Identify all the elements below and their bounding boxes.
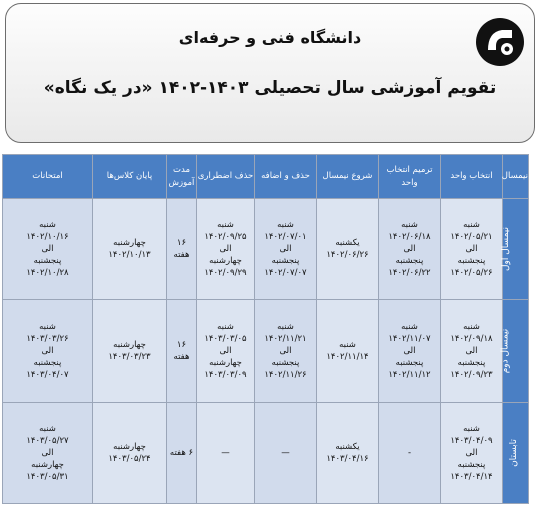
table-cell-adddrop <box>255 199 317 300</box>
cell-text: چهارشنبه <box>113 340 146 350</box>
cell-text: الی <box>279 244 292 254</box>
cell-text: چهارشنبه <box>209 256 242 266</box>
column-header: انتخاب واحد <box>441 155 503 199</box>
cell-text: الی <box>279 346 292 356</box>
cell-text: الی <box>403 244 416 254</box>
cell-text: - <box>407 448 412 458</box>
table-cell-adddrop <box>255 403 317 504</box>
cell-text: پنجشنبه <box>271 358 300 368</box>
table-cell-duration <box>167 300 197 403</box>
cell-text: پنجشنبه <box>395 256 424 266</box>
corner-header: نیمسال <box>503 155 529 199</box>
cell-text: الی <box>219 346 232 356</box>
cell-text: ۱۴۰۳/۰۵/۲۴ <box>108 454 151 464</box>
column-header: مدت آموزش <box>167 155 197 199</box>
cell-text: شنبه <box>463 322 480 332</box>
table-row <box>3 199 529 300</box>
cell-text: شنبه <box>39 220 56 230</box>
cell-text: ۱۴۰۳/۰۳/۲۳ <box>108 352 151 362</box>
table-cell-adddrop <box>255 300 317 403</box>
cell-text: چهارشنبه <box>113 442 146 452</box>
cell-text: الی <box>41 346 54 356</box>
semester-label: نیمسال اول <box>503 199 529 300</box>
cell-text: ۱۴۰۲/۱۱/۲۶ <box>264 370 307 380</box>
cell-text: ۱۴۰۲/۰۹/۲۹ <box>204 268 247 278</box>
cell-text: ۱۴۰۲/۰۷/۰۱ <box>264 232 307 242</box>
cell-text: ۱۴۰۲/۰۹/۲۵ <box>204 232 247 242</box>
table-cell-classes-end <box>93 199 167 300</box>
cell-text: هفته <box>173 250 190 260</box>
cell-text: — <box>221 448 230 458</box>
table-cell-classes-end <box>93 300 167 403</box>
cell-text: شنبه <box>401 220 418 230</box>
header-panel <box>5 3 535 143</box>
cell-text: ۱۴۰۲/۱۰/۱۳ <box>108 250 151 260</box>
cell-text: یکشنبه <box>335 238 360 248</box>
cell-text: ۱۴۰۳/۰۵/۲۷ <box>26 436 69 446</box>
university-name: دانشگاه فنی و حرفه‌ای <box>178 28 362 47</box>
table-cell-revise <box>379 403 441 504</box>
column-header: ترمیم انتخاب واحد <box>379 155 441 199</box>
cell-text: شنبه <box>463 220 480 230</box>
table-cell-classes-end <box>93 403 167 504</box>
cell-text: ۱۴۰۲/۱۱/۱۴ <box>326 352 369 362</box>
cell-text: الی <box>465 448 478 458</box>
table-cell-exams <box>3 300 93 403</box>
cell-text: شنبه <box>39 322 56 332</box>
cell-text: شنبه <box>277 220 294 230</box>
cell-text: چهارشنبه <box>209 358 242 368</box>
table-row <box>3 300 529 403</box>
column-header: حذف اضطراری <box>197 155 255 199</box>
cell-text: ۱۴۰۳/۰۴/۰۹ <box>450 436 493 446</box>
column-header: امتحانات <box>3 155 93 199</box>
cell-text: ۱۶ <box>176 238 187 248</box>
cell-text: الی <box>465 346 478 356</box>
academic-calendar-table <box>2 154 529 504</box>
cell-text: هفته <box>173 352 190 362</box>
cell-text: الی <box>219 244 232 254</box>
cell-text: شنبه <box>217 322 234 332</box>
cell-text: پنجشنبه <box>457 460 486 470</box>
table-cell-start <box>317 199 379 300</box>
cell-text: شنبه <box>217 220 234 230</box>
cell-text: چهارشنبه <box>31 460 64 470</box>
cell-text: شنبه <box>277 322 294 332</box>
cell-text: ۱۴۰۲/۱۱/۱۲ <box>388 370 431 380</box>
cell-text: ۱۴۰۳/۰۴/۱۴ <box>450 472 493 482</box>
cell-text: الی <box>465 244 478 254</box>
cell-text: پنجشنبه <box>33 256 62 266</box>
cell-text: ۱۴۰۳/۰۵/۳۱ <box>26 472 69 482</box>
cell-text: ۱۴۰۲/۰۶/۲۶ <box>326 250 369 260</box>
cell-text: ۱۴۰۳/۰۳/۲۶ <box>26 334 69 344</box>
table-cell-start <box>317 403 379 504</box>
cell-text: ۱۴۰۲/۰۵/۲۱ <box>450 232 493 242</box>
cell-text: ۱۴۰۳/۰۳/۰۹ <box>204 370 247 380</box>
table-cell-start <box>317 300 379 403</box>
cell-text: شنبه <box>463 424 480 434</box>
cell-text: پنجشنبه <box>457 358 486 368</box>
table-cell-enroll <box>441 403 503 504</box>
semester-label: نیمسال دوم <box>503 300 529 403</box>
column-header: شروع نیمسال <box>317 155 379 199</box>
cell-text: ۱۶ <box>176 340 187 350</box>
cell-text: پنجشنبه <box>271 256 300 266</box>
cell-text: ۱۴۰۲/۰۹/۱۸ <box>450 334 493 344</box>
cell-text: ۱۴۰۲/۱۰/۱۶ <box>26 232 69 242</box>
cell-text: — <box>281 448 290 458</box>
cell-text: الی <box>403 346 416 356</box>
table-cell-emergency <box>197 300 255 403</box>
cell-text: پنجشنبه <box>33 358 62 368</box>
cell-text: ۱۴۰۲/۰۶/۲۲ <box>388 268 431 278</box>
cell-text: یکشنبه <box>335 442 360 452</box>
table-header-row <box>3 155 529 199</box>
cell-text: پنجشنبه <box>457 256 486 266</box>
cell-text: شنبه <box>339 340 356 350</box>
table-cell-duration <box>167 199 197 300</box>
cell-text: ۱۴۰۲/۱۰/۲۸ <box>26 268 69 278</box>
calendar-title: تقویم آموزشی سال تحصیلی ۱۴۰۳-۱۴۰۲ «در یک نگاه» <box>43 78 497 98</box>
cell-text: ۱۴۰۲/۱۱/۰۷ <box>388 334 431 344</box>
cell-text: پنجشنبه <box>395 358 424 368</box>
cell-text: ۱۴۰۳/۰۳/۰۵ <box>204 334 247 344</box>
table-cell-duration <box>167 403 197 504</box>
cell-text: الی <box>41 448 54 458</box>
table-cell-exams <box>3 199 93 300</box>
cell-text: شنبه <box>39 424 56 434</box>
table-cell-revise <box>379 199 441 300</box>
cell-text: ۱۴۰۳/۰۴/۰۷ <box>26 370 69 380</box>
cell-text: ۱۴۰۲/۰۶/۱۸ <box>388 232 431 242</box>
cell-text: چهارشنبه <box>113 238 146 248</box>
cell-text: ۱۴۰۲/۰۷/۰۷ <box>264 268 307 278</box>
table-row <box>3 403 529 504</box>
cell-text: ۱۴۰۳/۰۴/۱۶ <box>326 454 369 464</box>
cell-text: الی <box>41 244 54 254</box>
table-cell-revise <box>379 300 441 403</box>
column-header: پایان کلاس‌ها <box>93 155 167 199</box>
semester-label: تابستان <box>503 403 529 504</box>
table-cell-emergency <box>197 199 255 300</box>
cell-text: ۶ هفته <box>169 448 194 458</box>
table-cell-exams <box>3 403 93 504</box>
cell-text: شنبه <box>401 322 418 332</box>
cell-text: ۱۴۰۲/۱۱/۲۱ <box>264 334 307 344</box>
column-header: حذف و اضافه <box>255 155 317 199</box>
cell-text: ۱۴۰۲/۰۹/۲۳ <box>450 370 493 380</box>
cell-text: ۱۴۰۲/۰۵/۲۶ <box>450 268 493 278</box>
table-cell-emergency <box>197 403 255 504</box>
